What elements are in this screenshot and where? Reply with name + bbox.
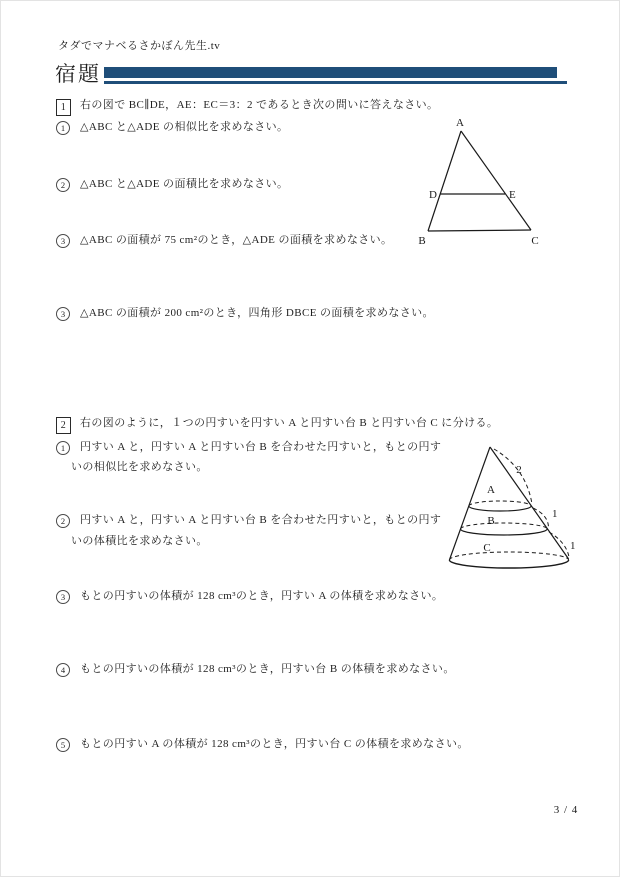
cone-right-slant xyxy=(490,447,569,559)
section-2-header xyxy=(56,414,498,434)
question-marker: 3 xyxy=(56,234,70,248)
triangle-side-bc xyxy=(428,230,531,231)
question-row-1-1 xyxy=(56,118,288,135)
brand-text: タダでマナベるさかぼん先生.tv xyxy=(58,40,221,52)
ratio-label-bottom: 1 xyxy=(570,540,576,552)
question-text: △ABC と△ADE の相似比を求めなさい。 xyxy=(80,121,289,133)
ratio-label-top: 2 xyxy=(516,464,522,476)
cone-label-c: C xyxy=(483,542,491,554)
question-row-2-1 xyxy=(56,438,441,455)
section-2-number: 2 xyxy=(56,417,71,434)
question-text-continued: いの相似比を求めなさい。 xyxy=(71,461,208,473)
question-text: △ABC の面積が 75 cm²のとき，△ADE の面積を求めなさい。 xyxy=(80,234,393,246)
cone-figure xyxy=(436,436,586,576)
vertex-label-c: C xyxy=(531,235,539,246)
divider-ab-back-arc xyxy=(469,501,531,506)
question-row-1-3 xyxy=(56,231,392,248)
question-marker: 1 xyxy=(56,121,70,135)
question-text: 円すい A と，円すい A と円すい台 B を合わせた円すいと，もとの円す xyxy=(80,441,442,453)
vertex-label-b: B xyxy=(418,235,426,246)
question-text: もとの円すい A の体積が 128 cm³のとき，円すい台 C の体積を求めなさい。 xyxy=(80,738,469,750)
question-text: △ABC と△ADE の面積比を求めなさい。 xyxy=(80,178,289,190)
question-text: もとの円すいの体積が 128 cm³のとき，円すい台 B の体積を求めなさい。 xyxy=(80,663,455,675)
question-marker: 2 xyxy=(56,514,70,528)
question-marker: 3 xyxy=(56,307,70,321)
section-1-number: 1 xyxy=(56,99,71,116)
question-text: △ABC の面積が 200 cm²のとき，四角形 DBCE の面積を求めなさい。 xyxy=(80,307,434,319)
page-title: 宿題 xyxy=(55,62,101,86)
point-label-d: D xyxy=(429,189,437,201)
question-row-2-5 xyxy=(56,735,469,752)
question-marker: 4 xyxy=(56,663,70,677)
title-rule-thin xyxy=(104,81,567,84)
point-label-e: E xyxy=(509,189,516,201)
triangle-figure xyxy=(411,111,546,246)
page-number: 3 / 4 xyxy=(553,804,579,816)
title-rule-thick xyxy=(104,67,557,78)
question-text-continued: いの体積比を求めなさい。 xyxy=(71,535,208,547)
question-marker: 5 xyxy=(56,738,70,752)
vertex-label-a: A xyxy=(456,117,464,129)
triangle-side-ac xyxy=(461,131,531,230)
cone-base-back-arc xyxy=(449,552,568,560)
ratio-arc-top xyxy=(494,449,532,504)
question-marker: 1 xyxy=(56,441,70,455)
question-text: 円すい A と，円すい A と円すい台 B を合わせた円すいと，もとの円す xyxy=(80,514,442,526)
question-marker: 2 xyxy=(56,178,70,192)
question-row-1-4 xyxy=(56,304,434,321)
question-text: もとの円すいの体積が 128 cm³のとき，円すい A の体積を求めなさい。 xyxy=(80,590,444,602)
cone-label-b: B xyxy=(487,515,495,527)
question-marker: 3 xyxy=(56,590,70,604)
section-2-statement: 右の図のように，１つの円すいを円すい A と円すい台 B と円すい台 C に分ける。 xyxy=(80,417,499,429)
question-row-2-3 xyxy=(56,587,443,604)
divider-bc-front-arc xyxy=(461,529,548,535)
question-row-2-4 xyxy=(56,660,455,677)
question-row-1-2 xyxy=(56,175,288,192)
cone-label-a: A xyxy=(487,484,495,496)
triangle-side-ab xyxy=(428,131,461,231)
question-row-2-2 xyxy=(56,511,441,528)
section-1-header xyxy=(56,96,438,116)
divider-bc-back-arc xyxy=(461,523,548,529)
section-1-statement: 右の図で BC∥DE，AE：EC＝3：2 であるとき次の問いに答えなさい。 xyxy=(80,99,439,111)
divider-ab-front-arc xyxy=(469,506,531,511)
cone-base-front-arc xyxy=(449,560,568,568)
ratio-label-mid: 1 xyxy=(552,508,558,520)
